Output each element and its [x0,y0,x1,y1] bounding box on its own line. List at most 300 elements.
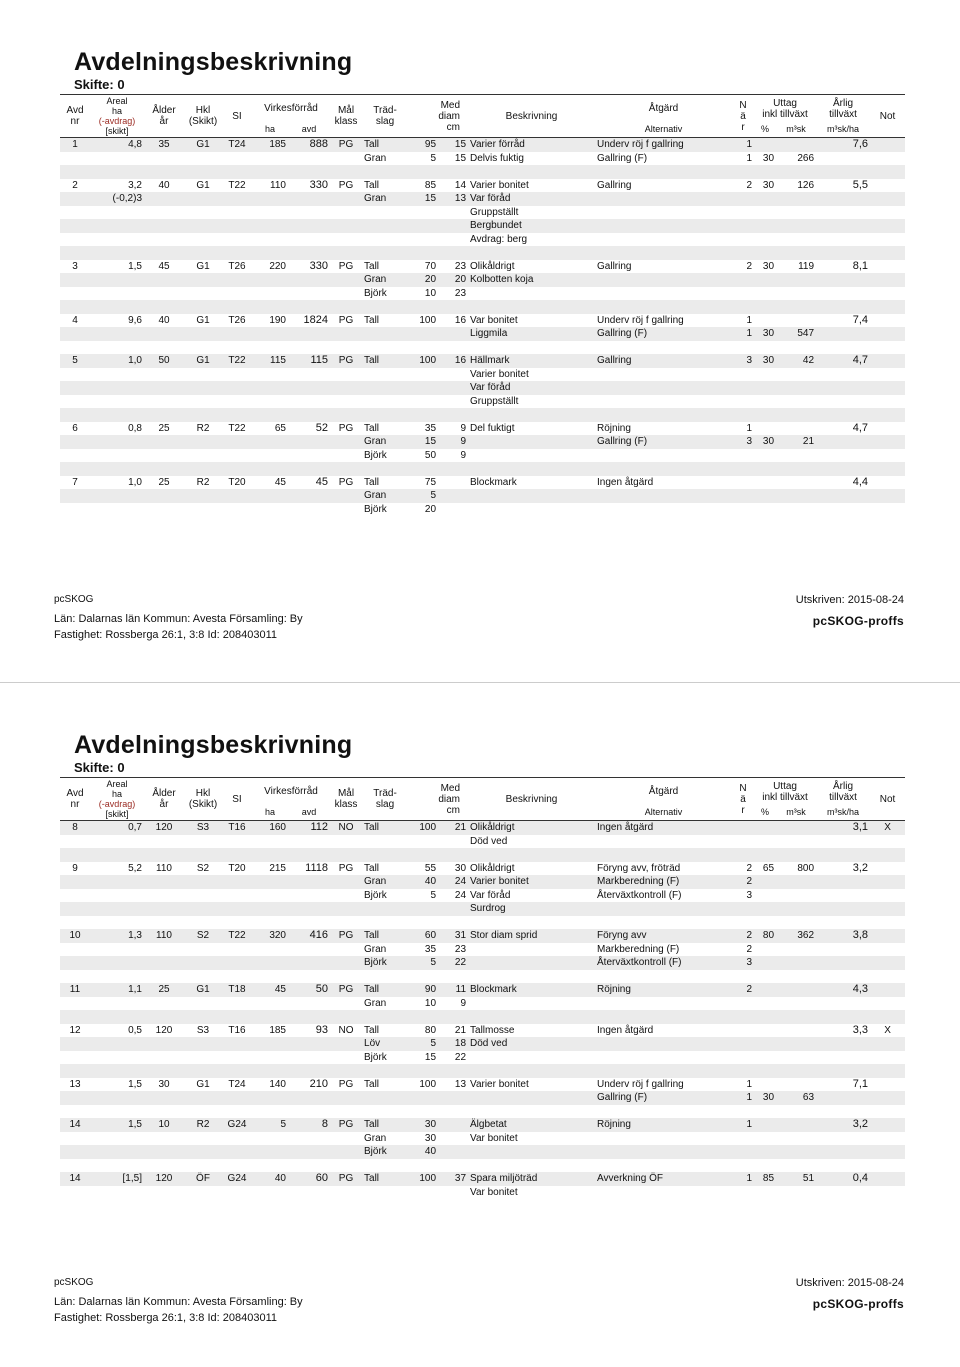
cell-not [870,956,905,970]
cell-andel [408,368,438,382]
cell-si [222,916,252,930]
cell-vf-ha: 5 [252,1118,288,1132]
cell-alder [144,503,184,517]
cell-vf-avd [288,1010,330,1024]
cell-not [870,260,905,274]
cell-arlig-tillvaxt [816,1051,870,1065]
cell-alder [144,246,184,260]
header-not: Not [870,778,905,821]
cell-alder: 45 [144,260,184,274]
cell-areal [90,902,144,916]
cell-alder [144,273,184,287]
cell-areal: 4,8 [90,138,144,152]
cell-arlig-tillvaxt: 4,4 [816,476,870,490]
cell-uttag-m3sk [776,1105,816,1119]
cell-beskrivning [468,970,595,984]
cell-tradslag [362,341,408,355]
cell-alder [144,233,184,247]
cell-si: T20 [222,862,252,876]
cell-si [222,435,252,449]
cell-atgard: Gallring (F) [595,1091,732,1105]
header-si: SI [222,95,252,138]
table-row [60,327,905,341]
cell-vf-avd: 1824 [288,314,330,328]
cell-vf-ha [252,835,288,849]
cell-uttag-m3sk [776,875,816,889]
cell-uttag-m3sk: 63 [776,1091,816,1105]
cell-diam: 31 [438,929,468,943]
cell-vf-avd: 52 [288,422,330,436]
cell-andel [408,341,438,355]
cell-vf-ha: 65 [252,422,288,436]
header-areal: Areal ha (-avdrag) [skikt] [90,778,144,821]
cell-avd [60,368,90,382]
cell-beskrivning [468,848,595,862]
cell-beskrivning: Var bonitet [468,1186,595,1200]
cell-hkl [184,395,222,409]
cell-uttag-pct: 30 [754,260,776,274]
cell-atgard [595,300,732,314]
cell-uttag-pct [754,997,776,1011]
cell-tradslag: Björk [362,1051,408,1065]
cell-areal [90,970,144,984]
cell-nar [732,848,754,862]
cell-si: T16 [222,821,252,835]
table-body [60,138,905,517]
cell-nar [732,341,754,355]
cell-malklass [330,1105,362,1119]
cell-arlig-tillvaxt [816,206,870,220]
cell-beskrivning: Varier bonitet [468,875,595,889]
cell-areal [90,341,144,355]
cell-nar [732,1064,754,1078]
cell-areal: 1,5 [90,1118,144,1132]
cell-diam: 9 [438,435,468,449]
cell-vf-ha [252,1159,288,1173]
skifte-label: Skifte: 0 [74,77,125,92]
cell-arlig-tillvaxt: 3,3 [816,1024,870,1038]
cell-tradslag: Tall [362,422,408,436]
cell-si [222,1051,252,1065]
cell-not [870,381,905,395]
header-alternativ: Alternativ [595,122,732,137]
cell-nar [732,1159,754,1173]
cell-arlig-tillvaxt [816,219,870,233]
cell-tradslag: Tall [362,929,408,943]
cell-andel [408,1064,438,1078]
cell-atgard [595,970,732,984]
cell-uttag-m3sk [776,476,816,490]
page-1 [0,0,960,683]
cell-areal [90,219,144,233]
cell-uttag-pct [754,476,776,490]
cell-alder [144,219,184,233]
header-beskrivning: Beskrivning [468,778,595,821]
cell-nar: 1 [732,152,754,166]
cell-atgard [595,1145,732,1159]
cell-andel: 5 [408,152,438,166]
cell-andel: 90 [408,983,438,997]
cell-malklass: PG [330,314,362,328]
cell-avd [60,449,90,463]
cell-uttag-pct: 65 [754,862,776,876]
cell-alder [144,327,184,341]
page-title: Avdelningsbeskrivning [74,731,353,759]
cell-not [870,422,905,436]
cell-uttag-m3sk [776,835,816,849]
cell-arlig-tillvaxt [816,435,870,449]
cell-uttag-pct [754,1132,776,1146]
cell-alder [144,341,184,355]
cell-vf-avd [288,902,330,916]
cell-atgard [595,449,732,463]
header-uttag: Uttag inkl tillväxt [754,95,816,123]
cell-si [222,970,252,984]
cell-malklass: PG [330,476,362,490]
cell-atgard: Gallring (F) [595,435,732,449]
cell-avd [60,1159,90,1173]
cell-hkl [184,1010,222,1024]
cell-arlig-tillvaxt: 4,7 [816,422,870,436]
cell-beskrivning [468,1010,595,1024]
cell-beskrivning: Älgbetat [468,1118,595,1132]
cell-nar [732,1037,754,1051]
cell-alder [144,408,184,422]
cell-avd: 12 [60,1024,90,1038]
cell-uttag-m3sk [776,902,816,916]
table-row [60,165,905,179]
cell-uttag-m3sk [776,489,816,503]
header-m3skha: m³sk/ha [816,122,870,137]
cell-vf-avd [288,435,330,449]
cell-beskrivning: Varier förråd [468,138,595,152]
cell-si [222,300,252,314]
cell-andel: 30 [408,1132,438,1146]
cell-si [222,408,252,422]
cell-arlig-tillvaxt [816,192,870,206]
cell-diam [438,916,468,930]
cell-atgard: Röjning [595,983,732,997]
header-pct: % [754,122,776,137]
cell-beskrivning [468,943,595,957]
header-alder: Ålder år [144,95,184,138]
cell-arlig-tillvaxt [816,381,870,395]
cell-andel [408,219,438,233]
cell-si [222,489,252,503]
cell-uttag-pct [754,381,776,395]
cell-malklass [330,1010,362,1024]
cell-malklass [330,206,362,220]
table-row [60,152,905,166]
cell-nar: 3 [732,354,754,368]
cell-tradslag [362,1159,408,1173]
cell-not [870,902,905,916]
cell-si [222,997,252,1011]
table-row [60,875,905,889]
cell-si: T22 [222,354,252,368]
cell-arlig-tillvaxt [816,970,870,984]
cell-vf-avd [288,1159,330,1173]
cell-avd: 10 [60,929,90,943]
cell-areal [90,997,144,1011]
cell-uttag-m3sk [776,219,816,233]
cell-beskrivning [468,1051,595,1065]
cell-arlig-tillvaxt [816,1010,870,1024]
header-tradslag: Träd- slag [362,778,408,821]
cell-avd [60,327,90,341]
cell-diam [438,246,468,260]
cell-hkl [184,997,222,1011]
cell-avd: 7 [60,476,90,490]
cell-vf-avd [288,1105,330,1119]
cell-malklass [330,970,362,984]
cell-malklass [330,1037,362,1051]
cell-malklass: PG [330,1118,362,1132]
cell-alder [144,970,184,984]
cell-malklass: PG [330,929,362,943]
cell-alder [144,435,184,449]
cell-areal [90,1064,144,1078]
cell-vf-ha [252,1145,288,1159]
cell-andel [408,165,438,179]
cell-diam: 23 [438,287,468,301]
cell-arlig-tillvaxt [816,1037,870,1051]
cell-not [870,152,905,166]
cell-tradslag [362,1105,408,1119]
cell-not [870,341,905,355]
cell-not [870,287,905,301]
cell-beskrivning [468,165,595,179]
cell-uttag-m3sk [776,1078,816,1092]
table-row [60,422,905,436]
cell-tradslag [362,462,408,476]
cell-nar: 2 [732,260,754,274]
cell-tradslag: Tall [362,1024,408,1038]
cell-diam [438,1105,468,1119]
cell-diam: 15 [438,138,468,152]
cell-diam [438,381,468,395]
cell-avd: 4 [60,314,90,328]
cell-hkl [184,1091,222,1105]
cell-beskrivning [468,287,595,301]
cell-uttag-m3sk [776,503,816,517]
cell-uttag-pct [754,422,776,436]
cell-uttag-pct: 85 [754,1172,776,1186]
cell-uttag-pct: 30 [754,152,776,166]
cell-atgard: Gallring (F) [595,327,732,341]
cell-hkl [184,327,222,341]
cell-uttag-pct [754,192,776,206]
cell-avd [60,219,90,233]
cell-tradslag [362,206,408,220]
cell-uttag-pct [754,875,776,889]
cell-arlig-tillvaxt [816,287,870,301]
cell-alder: 40 [144,179,184,193]
cell-arlig-tillvaxt [816,462,870,476]
cell-avd [60,970,90,984]
cell-avd [60,1051,90,1065]
header-avd: Avd nr [60,95,90,138]
table-row [60,1037,905,1051]
cell-si [222,395,252,409]
cell-atgard [595,916,732,930]
cell-hkl [184,902,222,916]
cell-beskrivning: Olikåldrigt [468,260,595,274]
cell-uttag-pct: 80 [754,929,776,943]
cell-malklass [330,875,362,889]
cell-uttag-pct [754,970,776,984]
cell-not [870,206,905,220]
cell-malklass: NO [330,1024,362,1038]
cell-arlig-tillvaxt [816,835,870,849]
cell-vf-avd [288,1037,330,1051]
cell-vf-avd: 330 [288,179,330,193]
cell-nar [732,219,754,233]
cell-not [870,368,905,382]
cell-arlig-tillvaxt: 0,4 [816,1172,870,1186]
cell-tradslag [362,219,408,233]
cell-andel [408,902,438,916]
cell-si [222,956,252,970]
cell-hkl: S3 [184,1024,222,1038]
cell-diam [438,462,468,476]
cell-hkl [184,165,222,179]
cell-tradslag: Björk [362,287,408,301]
cell-uttag-pct [754,233,776,247]
cell-vf-avd [288,1145,330,1159]
table-row [60,889,905,903]
cell-diam [438,476,468,490]
cell-diam [438,1091,468,1105]
cell-si: T26 [222,314,252,328]
cell-vf-ha [252,1064,288,1078]
cell-uttag-m3sk: 119 [776,260,816,274]
cell-uttag-pct [754,206,776,220]
cell-diam: 24 [438,889,468,903]
cell-nar: 1 [732,138,754,152]
cell-vf-avd: 60 [288,1172,330,1186]
cell-nar [732,1105,754,1119]
cell-vf-ha [252,192,288,206]
cell-atgard [595,997,732,1011]
cell-vf-ha [252,875,288,889]
cell-nar [732,233,754,247]
cell-areal [90,889,144,903]
cell-avd [60,395,90,409]
cell-avd [60,1064,90,1078]
header-atgard: Åtgärd [595,778,732,806]
cell-hkl [184,435,222,449]
cell-diam: 14 [438,179,468,193]
cell-vf-ha [252,1010,288,1024]
cell-malklass [330,408,362,422]
table-row [60,287,905,301]
cell-andel [408,848,438,862]
cell-nar: 3 [732,889,754,903]
cell-alder [144,956,184,970]
cell-uttag-m3sk: 266 [776,152,816,166]
cell-malklass [330,1064,362,1078]
cell-vf-avd [288,300,330,314]
cell-not [870,1118,905,1132]
cell-vf-ha: 160 [252,821,288,835]
cell-uttag-pct [754,219,776,233]
table-row [60,219,905,233]
cell-avd [60,381,90,395]
header-diam: Med diam cm [408,95,468,138]
cell-si [222,192,252,206]
cell-atgard: Underv röj f gallring [595,1078,732,1092]
cell-alder [144,206,184,220]
cell-tradslag [362,368,408,382]
cell-not [870,889,905,903]
cell-not [870,503,905,517]
table-row [60,462,905,476]
header-vf-avd: avd [288,122,330,137]
cell-vf-ha: 40 [252,1172,288,1186]
cell-atgard: Gallring (F) [595,152,732,166]
table-row [60,192,905,206]
cell-andel: 100 [408,1172,438,1186]
cell-areal: 0,5 [90,1024,144,1038]
cell-avd [60,916,90,930]
cell-arlig-tillvaxt [816,1159,870,1173]
cell-avd: 11 [60,983,90,997]
cell-arlig-tillvaxt [816,165,870,179]
cell-si [222,503,252,517]
cell-hkl [184,341,222,355]
cell-arlig-tillvaxt [816,1145,870,1159]
cell-arlig-tillvaxt: 4,7 [816,354,870,368]
table-row [60,835,905,849]
cell-nar [732,476,754,490]
cell-vf-ha [252,1037,288,1051]
cell-vf-ha [252,287,288,301]
cell-uttag-pct: 30 [754,1091,776,1105]
cell-beskrivning: Kolbotten koja [468,273,595,287]
cell-avd [60,233,90,247]
cell-vf-avd [288,449,330,463]
cell-vf-ha [252,327,288,341]
cell-atgard: Markberedning (F) [595,875,732,889]
cell-tradslag [362,1064,408,1078]
cell-avd [60,435,90,449]
cell-tradslag: Tall [362,260,408,274]
footer-property: Fastighet: Rossberga 26:1, 3:8 Id: 208403011 [54,629,278,641]
cell-atgard [595,462,732,476]
header-nar: N ä r [732,778,754,821]
cell-atgard: Ingen åtgärd [595,821,732,835]
cell-tradslag [362,300,408,314]
cell-uttag-m3sk [776,1024,816,1038]
cell-beskrivning: Varier bonitet [468,1078,595,1092]
cell-atgard [595,503,732,517]
cell-diam: 16 [438,354,468,368]
cell-diam: 9 [438,422,468,436]
cell-vf-ha [252,1091,288,1105]
cell-hkl [184,246,222,260]
cell-andel: 10 [408,287,438,301]
cell-nar [732,916,754,930]
cell-beskrivning: Liggmila [468,327,595,341]
cell-vf-avd: 330 [288,260,330,274]
cell-diam [438,327,468,341]
cell-malklass [330,848,362,862]
cell-not [870,408,905,422]
cell-uttag-pct [754,273,776,287]
cell-si: T24 [222,138,252,152]
cell-uttag-m3sk: 42 [776,354,816,368]
